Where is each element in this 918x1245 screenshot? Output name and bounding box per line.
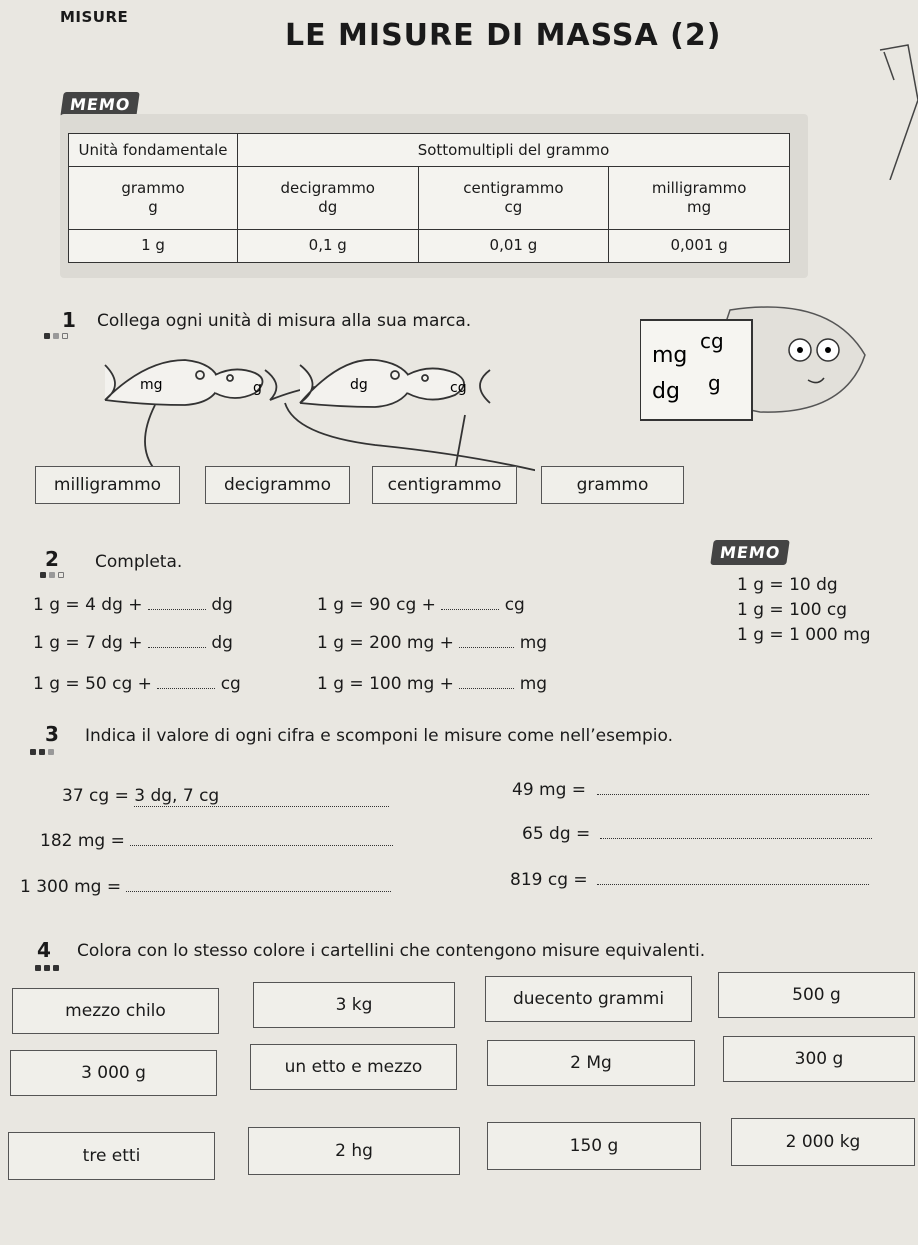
answer-blank[interactable] [600,824,872,839]
decompose-item: 182 mg = [40,831,393,851]
units-table [68,133,790,263]
exercise-instruction: Completa. [95,552,183,572]
memo-badge: MEMO [60,92,140,117]
unit-name: grammo g [69,167,238,229]
answer-blank[interactable] [130,831,393,846]
unit-value: 0,001 g [609,229,790,262]
pencil-decoration [860,40,918,180]
sign-fish-illustration [640,300,880,425]
decompose-item: 819 cg = [510,870,869,890]
measure-card[interactable]: duecento grammi [485,976,692,1022]
answer-blank[interactable] [597,780,869,795]
measure-card[interactable]: 2 Mg [487,1040,695,1086]
answer-blank[interactable] [459,633,514,648]
answer-blank[interactable] [126,877,391,892]
difficulty-dots [35,965,59,971]
completion-item: 1 g = 100 mg + mg [317,674,548,694]
fish-label-g: g [253,380,262,396]
difficulty-dots [40,572,64,578]
unit-card[interactable]: decigrammo [205,466,350,504]
answer-blank[interactable] [157,674,215,689]
measure-card[interactable]: 3 000 g [10,1050,217,1096]
memo-equivalence: 1 g = 10 dg [737,575,838,595]
completion-item: 1 g = 50 cg + cg [33,674,241,694]
completion-item: 1 g = 90 cg + cg [317,595,525,615]
unit-name: centigrammo cg [418,167,609,229]
unit-card[interactable]: milligrammo [35,466,180,504]
measure-card[interactable]: 150 g [487,1122,701,1170]
fish-label-dg: dg [350,377,368,393]
measure-card[interactable]: 2 000 kg [731,1118,915,1166]
sign-cg: cg [700,329,724,353]
memo-badge: MEMO [710,540,790,565]
unit-card[interactable]: centigrammo [372,466,517,504]
fish-label-mg: mg [140,377,163,393]
section-label: MISURE [60,8,129,26]
decompose-item: 49 mg = [512,780,869,800]
completion-item: 1 g = 7 dg + dg [33,633,233,653]
decompose-item: 1 300 mg = [20,877,391,897]
measure-card[interactable]: 300 g [723,1036,915,1082]
unit-name: decigrammo dg [238,167,419,229]
exercise-number: 1 [62,308,76,332]
answer-blank[interactable] [148,633,206,648]
exercise-instruction: Colora con lo stesso colore i cartellini che contengono misure equivalenti. [77,941,706,961]
answer-blank[interactable] [148,595,206,610]
table-head-submultiples: Sottomultipli del grammo [238,134,790,167]
example-item: 37 cg = 3 dg, 7 cg [62,786,389,807]
fish-label-cg: cg [450,380,467,396]
exercise-number: 2 [45,547,59,571]
answer-blank[interactable] [597,870,869,885]
decompose-item: 65 dg = [522,824,872,844]
sign-dg: dg [652,379,680,404]
memo-equivalence: 1 g = 100 cg [737,600,848,620]
measure-card[interactable]: un etto e mezzo [250,1044,457,1090]
sign-g: g [708,371,721,395]
sign-mg: mg [652,343,688,368]
difficulty-dots [44,333,68,339]
measure-card[interactable]: 500 g [718,972,915,1018]
answer-blank[interactable] [459,674,514,689]
table-row [69,229,790,262]
measure-card[interactable]: mezzo chilo [12,988,219,1034]
memo-equivalence: 1 g = 1 000 mg [737,625,871,645]
unit-card[interactable]: grammo [541,466,684,504]
unit-value: 0,1 g [238,229,419,262]
difficulty-dots [30,749,54,755]
measure-card[interactable]: tre etti [8,1132,215,1180]
table-head-fundamental: Unità fondamentale [69,134,238,167]
answer-blank[interactable] [441,595,499,610]
unit-name: milligrammo mg [609,167,790,229]
exercise-instruction: Collega ogni unità di misura alla sua marca. [97,311,472,331]
unit-value: 0,01 g [418,229,609,262]
unit-value: 1 g [69,229,238,262]
page-title: LE MISURE DI MASSA (2) [285,18,722,53]
exercise-instruction: Indica il valore di ogni cifra e scomponi le misure come nell’esempio. [85,726,673,746]
measure-card[interactable]: 3 kg [253,982,455,1028]
table-row [69,167,790,229]
exercise-number: 3 [45,722,59,746]
measure-card[interactable]: 2 hg [248,1127,460,1175]
completion-item: 1 g = 200 mg + mg [317,633,548,653]
fish-illustration [95,345,535,475]
exercise-number: 4 [37,938,51,962]
example-answer: 3 dg, 7 cg [134,786,389,807]
completion-item: 1 g = 4 dg + dg [33,595,233,615]
